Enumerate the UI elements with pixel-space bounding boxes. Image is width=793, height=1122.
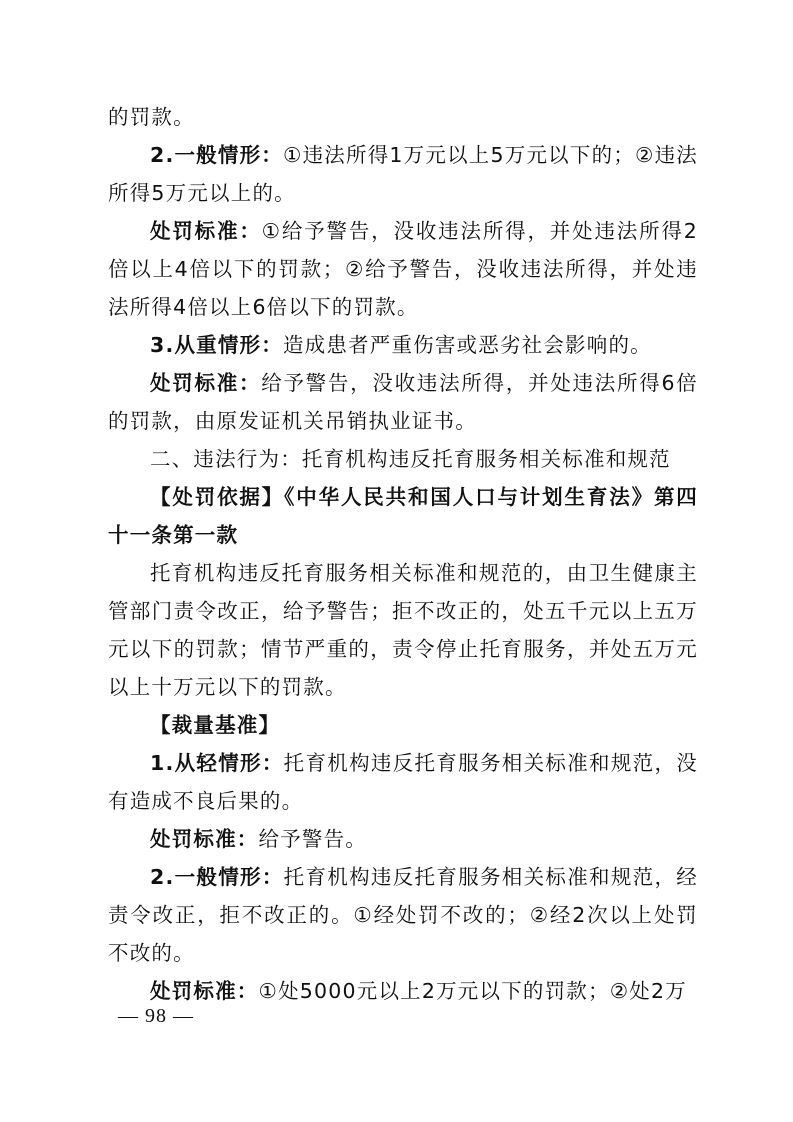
paragraph-5 (108, 364, 698, 440)
legal-basis-heading (108, 478, 698, 554)
paragraph-text: 托育机构违反托育服务相关标准和规范，经责令改正，拒不改正的。①经处罚不改的；②经2次以上处罚不改的。 (108, 865, 698, 965)
paragraph-text: ①给予警告，没收违法所得，并处违法所得2倍以上4倍以下的罚款；②给予警告，没收违法所得，并处违法所得4倍以上6倍以下的罚款。 (108, 219, 699, 319)
paragraph-legal-text (108, 554, 698, 706)
penalty-label: 处罚标准： (150, 219, 262, 243)
discretion-heading-text: 【裁量基准】 (150, 713, 281, 737)
paragraph-text: 造成患者严重伤害或恶劣社会影响的。 (282, 333, 652, 357)
penalty-label: 处罚标准： (150, 371, 262, 395)
case-label-severe: 3.从重情形： (150, 333, 283, 357)
legal-basis-text: 【处罚依据】《中华人民共和国人口与计划生育法》第四十一条第一款 (108, 485, 698, 547)
paragraph-light-penalty (108, 820, 698, 858)
section-heading (108, 440, 698, 478)
case-label-general: 2.一般情形： (150, 865, 284, 889)
paragraph-text: 给予警告。 (258, 827, 367, 851)
paragraph-2 (108, 136, 698, 212)
paragraph-text: ①违法所得1万元以上5万元以下的；②违法所得5万元以上的。 (108, 143, 698, 205)
paragraph-light (108, 744, 698, 820)
paragraph-text: ①处5000元以上2万元以下的罚款；②处2万 (258, 979, 687, 1003)
penalty-label: 处罚标准： (150, 827, 259, 851)
penalty-label: 处罚标准： (150, 979, 259, 1003)
paragraph-text: 给予警告，没收违法所得，并处违法所得6倍的罚款，由原发证机关吊销执业证书。 (108, 371, 698, 433)
page-number: — 98 — (118, 1005, 194, 1027)
paragraph-3 (108, 212, 698, 326)
case-label-general: 2.一般情形： (150, 143, 283, 167)
paragraph-text: 托育机构违反托育服务相关标准和规范的，由卫生健康主管部门责令改正，给予警告；拒不改正的，处五千元以上五万元以下的罚款；情节严重的，责令停止托育服务，并处五万元以上十万元以下的罚款。 (108, 561, 698, 699)
paragraph-4 (108, 326, 698, 364)
paragraph-1 (108, 98, 698, 136)
paragraph-general (108, 858, 698, 972)
case-label-light: 1.从轻情形： (150, 751, 284, 775)
paragraph-general-penalty (108, 972, 698, 1010)
paragraph-text: 的罚款。 (108, 105, 195, 129)
discretion-heading (108, 706, 698, 744)
paragraph-text: 托育机构违反托育服务相关标准和规范，没有造成不良后果的。 (108, 751, 698, 813)
section-heading-text: 二、违法行为：托育机构违反托育服务相关标准和规范 (150, 447, 671, 471)
document-body (108, 98, 698, 1010)
